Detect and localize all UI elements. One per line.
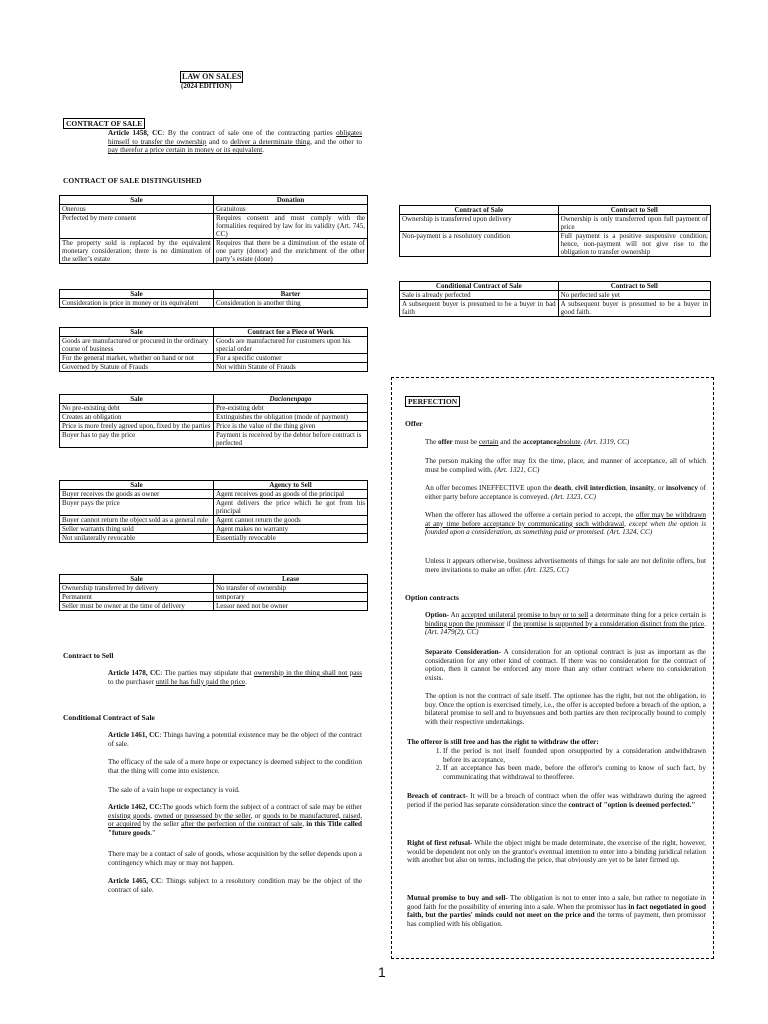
column-header: Lease [214,575,368,584]
citation: (Art. 1319, CC) [584,438,630,446]
bold-run: civil interdiction [574,484,626,492]
text-run: , [571,484,575,492]
table-header-row [60,290,368,299]
conditional-contract-heading: Conditional Contract of Sale [63,713,155,722]
table-cell: Buyer pays the price [60,499,214,516]
text-run: . [704,619,706,628]
column-header: Conditional Contract of Sale [400,282,559,291]
table-cell: Price is the value of the thing given [214,422,368,431]
table-cell: Not unilaterally revocable [60,534,214,543]
column-header: Sale [60,328,214,337]
italic-run: , except when the option is founded upon a consideration, as something paid or promised. [425,519,706,537]
table-cell: Seller must be owner at the time of delivery [60,602,214,611]
contract-of-sale-heading: CONTRACT OF SALE [63,118,145,129]
text-run: if [504,619,513,628]
underlined-run: obligates himself to transfer the ownership [108,129,363,146]
citation: (Art. 1321, CC) [494,465,540,474]
table-cell: For a specific customer [214,354,368,363]
sale-vs-dacion-table [59,394,368,448]
table-cell: Goods are manufactured or procured in the ordinary course of business [60,337,214,354]
underlined-run: deliver a determinate thing [230,137,311,146]
underlined-run: certain [478,438,499,446]
table-row [60,516,368,525]
text-run: to the purchaser [108,677,156,686]
text-run: a determinate thing for a price certain is [588,611,706,619]
offer-manner-paragraph [425,457,706,474]
underlined-run: accepted unilateral promise to buy or to sell [461,611,589,619]
table-cell: No perfected sale yet [558,291,710,300]
article-1465-paragraph [108,877,362,894]
table-cell: Payment is received by the debtor before contract is perfected [214,431,368,448]
underlined-run: binding upon the promissor [425,619,505,628]
withdraw-heading: The offeror is still free and has the right to withdraw the offer: [407,738,599,746]
text-run: The [425,438,438,446]
article-1458-paragraph [108,129,362,155]
text-run: While the object might be made determinate, the exercise of the right, however, would be dependent not only on the grantor's eventual intention to enter into a binding juridical relation with another but also on terms, including the price, that obviously are yet to be later firmed up. [407,839,706,865]
table-cell: Not within Statute of Frauds [214,363,368,372]
document-edition: (2024 EDITION) [181,82,232,90]
table-cell: Agent delivers the price which he got from his principal [214,499,368,516]
perfection-heading: PERFECTION [405,396,460,407]
article-1462-label: Article 1462, CC: [108,803,163,811]
text-run: : Things having a potential existence may be the object of the contract of sale. [108,731,363,748]
text-run: , [625,484,630,492]
text-run: . [262,146,265,155]
perfection-section [405,391,460,409]
option-contracts-heading: Option contracts [405,593,459,602]
article-1461-paragraph [108,731,362,748]
text-run: of either party before acceptance is conveyed. [425,484,706,501]
vain-hope-paragraph: The sale of a vain hope or expectancy is void. [108,786,240,794]
contract-of-sale-vs-contract-to-sell-table [399,205,711,257]
table-row [60,214,368,239]
table-row [60,534,368,543]
article-1465-label: Article 1465, CC [108,877,162,885]
table-cell: Buyer cannot return the object sold as a general rule [60,516,214,525]
sale-vs-agency-table [59,480,368,543]
offer-ineffective-paragraph [425,484,706,501]
text-run: the terms of payment, then promissor has complied with his obligation. [407,911,706,928]
text-run: A consideration for an optional contract is just as important as the consideration for any other kind of contract. If there was no consideration for the contract of option, then it cannot be enforced any more than any other contract where no consideration exists. [425,648,706,682]
page-number: 1 [378,964,386,980]
table-header-row [60,575,368,584]
text-run: and the [498,438,524,446]
bold-run: Option- [425,611,449,619]
text-run: The obligation is not to enter into a sale, but rather to negotiate in good faith for the possibility of entering into a sale. When the promissor has [407,894,706,911]
conditional-vs-contract-to-sell-table [399,281,711,317]
table-cell: Consideration is another thing [214,299,368,308]
text-run: ." [150,828,156,837]
bold-run: death [553,484,572,492]
table-row [60,205,368,214]
citation: (Art. 1323, CC) [550,492,597,501]
column-header: Sale [60,481,214,490]
text-run: The goods which form the subject of a contract of sale may be either [162,803,362,811]
column-header: Contract to Sell [558,206,710,215]
table-row [60,404,368,413]
table-cell: For the general market, whether on hand or not [60,354,214,363]
text-run: , or [250,811,263,820]
underlined-run: offer may be withdrawn at any time before acceptance by communicating such withdrawal [425,511,707,528]
table-cell: Goods are manufactured for customers upon his special order [214,337,368,354]
column-header: Contract of Sale [400,206,559,215]
text-run: : Things subject to a resolutory condition may be the object of the contract of sale. [108,877,362,894]
citation: (Art. 1325, CC) [523,565,569,574]
bold-run: in fact negotiated in good faith, but the parties' minds could not meet on the price and [407,902,706,920]
table-cell: Consideration is price in money or its equivalent [60,299,214,308]
column-header: Donation [214,196,368,205]
table-cell: Agent cannot return the goods [214,516,368,525]
table-cell: Ownership is transferred upon delivery [400,215,559,232]
text-run: An [448,611,462,619]
table-cell: Creates an obligation [60,413,214,422]
bold-run: in this Title called "future goods [108,820,362,837]
right-of-first-refusal-paragraph [407,839,706,865]
table-row [60,337,368,354]
bold-run: Mutual promise to buy and sell- [407,894,508,902]
citation: (Art. 1324, CC) [605,528,653,537]
table-row [60,422,368,431]
sale-vs-piece-work-table [59,327,368,372]
table-row [60,413,368,422]
column-header: Sale [60,290,214,299]
table-cell: Agent makes no warranty [214,525,368,534]
offer-heading: Offer [405,419,423,428]
table-row [60,584,368,593]
citation: (Art. 1479(2), CC) [425,628,479,637]
column-header: Dacionenpago [214,395,368,404]
article-1478-label: Article 1478, CC [108,669,161,677]
bold-run: contract of "option is deemed perfected." [568,800,696,809]
contingency-paragraph: There may be a contact of sale of goods, whose acquisition by the seller depends upon a contingency which may or may not happen. [108,850,362,867]
underlined-run: pay therefor a price certain in money or its equivalent [108,146,263,155]
table-cell: A subsequent buyer is presumed to be a buyer in bad faith [400,300,559,317]
table-cell: Seller warrants thing sold [60,525,214,534]
table-row [60,499,368,516]
text-run: Unless it appears otherwise, business advertisements of things for sale are not definite offers, but mere invitations to make an offer. [425,557,706,574]
underlined-run: the promise is supported by a consideration distinct from the price [512,619,705,628]
table-cell: Full payment is a positive suspensive condition; hence, non-payment will not give rise to the obligation to transfer ownership [558,232,710,257]
bold-run: acceptance [523,438,557,446]
text-run: , [150,811,155,820]
advertisement-paragraph [425,557,706,574]
column-header: Agency to Sell [214,481,368,490]
table-cell: Pre-existing debt [214,404,368,413]
table-row [60,239,368,264]
mutual-promise-paragraph [407,894,706,928]
table-header-row [60,395,368,404]
sale-vs-donation-table [59,195,368,264]
column-header: Sale [60,575,214,584]
table-cell: Extinguishes the obligation (mode of payment) [214,413,368,422]
offer-withdrawal-paragraph [425,511,706,537]
table-cell: No transfer of ownership [214,584,368,593]
underlined-run: ownership in the thing shall not pass [253,669,362,677]
text-run: : The parties may stipulate that [160,669,254,677]
table-cell: No pre-existing debt [60,404,214,413]
text-run: . [580,438,585,446]
text-run: by the seller [140,820,182,829]
table-row [60,593,368,602]
table-cell: The property sold is replaced by the equivalent monetary consideration; there is no diminution of the seller’s estate [60,239,214,264]
table-cell: A subsequent buyer is presumed to be a buyer in good faith. [558,300,710,317]
hope-expectancy-paragraph: The efficacy of the sale of a mere hope or expectancy is deemed subject to the condition that the thing will come into existence. [108,758,362,775]
table-cell: temporary [214,593,368,602]
article-1478-paragraph [108,669,362,686]
text-run: It will be a breach of contract when the offer was withdrawn during the agreed period if the period has separate consideration since the [407,792,706,809]
article-1461-label: Article 1461, CC [108,731,160,739]
text-run: must be [452,438,479,446]
table-row [400,300,711,317]
bold-run: Breach of contract- [407,792,468,800]
underlined-run: until he has fully paid the price [155,677,246,686]
text-run: , or [654,484,666,492]
document-title: LAW ON SALES [182,72,242,81]
bold-run: offer [437,438,453,446]
table-row [60,431,368,448]
text-run: , [302,820,307,829]
text-run: When the offerer has allowed the offeree a certain period to accept, the [425,511,636,519]
separate-consideration-paragraph [425,648,706,682]
table-cell: Buyer receives the goods as owner [60,490,214,499]
contract-to-sell-heading: Contract to Sell [63,651,114,660]
underlined-run: goods to be manufactured, raised, or acquired [108,811,362,829]
bold-run: Right of first refusal- [407,839,473,847]
table-row [60,299,368,308]
bold-run: insolvency [665,484,698,492]
list-item: 1. If the period is not itself founded upon orsupported by a consideration andwithdrawn before its acceptance, [443,747,706,764]
underlined-run: after the perfection of the contract of sale [181,820,303,829]
breach-of-contract-paragraph [407,792,706,809]
table-cell: Agent receives good as goods of the principal [214,490,368,499]
table-cell: Permanent [60,593,214,602]
table-row [60,490,368,499]
column-header: Barter [214,290,368,299]
table-cell: Requires consent and must comply with the formalities required by law for its validity (Art. 745, CC) [214,214,368,239]
text-run: and to [206,137,231,146]
table-cell: Governed by Statute of Frauds [60,363,214,372]
underlined-run: existing goods [108,811,151,820]
table-row [60,602,368,611]
underlined-run: absolute [556,438,581,446]
table-cell: Ownership transferred by delivery [60,584,214,593]
column-header: Sale [60,196,214,205]
table-row [400,232,711,257]
bold-run: Separate Consideration- [425,648,502,656]
text-run: : By the contract of sale one of the contracting parties [162,129,337,137]
table-cell: Ownership is only transferred upon full payment of price [558,215,710,232]
table-cell: Buyer has to pay the price [60,431,214,448]
table-row [60,525,368,534]
article-1458-label: Article 1458, CC [108,129,163,137]
distinguished-heading: CONTRACT OF SALE DISTINGUISHED [63,176,202,185]
table-header-row [60,196,368,205]
option-not-sale-paragraph: The option is not the contract of sale itself. The optionee has the right, but not the obligation, to buy. Once the option is exercised timely, i.e., the offer is accepted before a breach of the option, a bilateral promise to sell and to buyensues and both parties are then reciprocally bound to comply with their respective undertakings. [425,692,706,726]
table-cell: Essentially revocable [214,534,368,543]
table-cell: Gratuitous [214,205,368,214]
text-run: , and the other to [310,137,362,146]
list-item: 2. If an acceptance has been made, before the offeror's coming to know of such fact, by communicating that withdrawal to theofferee. [443,764,706,781]
table-cell: Lessor need not be owner [214,602,368,611]
table-cell: Price is more freely agreed upon, fixed by the parties [60,422,214,431]
table-row [60,363,368,372]
table-row [60,354,368,363]
table-cell: Perfected by mere consent [60,214,214,239]
bold-run: insanity [629,484,655,492]
table-header-row [400,282,711,291]
table-cell: Sale is already perfected [400,291,559,300]
table-header-row [400,206,711,215]
text-run: . [245,677,247,686]
article-1462-paragraph [108,803,362,837]
table-row [400,215,711,232]
table-cell: Non-payment is a resolutory condition [400,232,559,257]
withdraw-list [407,747,706,781]
column-header: Contract to Sell [558,282,710,291]
text-run: The person making the offer may fix the time, place, and manner of acceptance, all of which must be complied with. [425,457,706,474]
sale-vs-lease-table [59,574,368,611]
text-run: An offer becomes INEFFECTIVE upon the [425,484,554,492]
offer-certain-paragraph [425,438,706,447]
table-header-row [60,481,368,490]
table-cell: Onerous [60,205,214,214]
underlined-run: owned or possessed by the seller [154,811,251,820]
table-cell: Requires that there be a diminution of the estate of one party (donor) and the enrichment of the other party’s estate (done) [214,239,368,264]
column-header: Sale [60,395,214,404]
table-row [400,291,711,300]
option-definition-paragraph [425,611,706,637]
column-header: Contract for a Piece of Work [214,328,368,337]
table-header-row [60,328,368,337]
sale-vs-barter-table [59,289,368,308]
